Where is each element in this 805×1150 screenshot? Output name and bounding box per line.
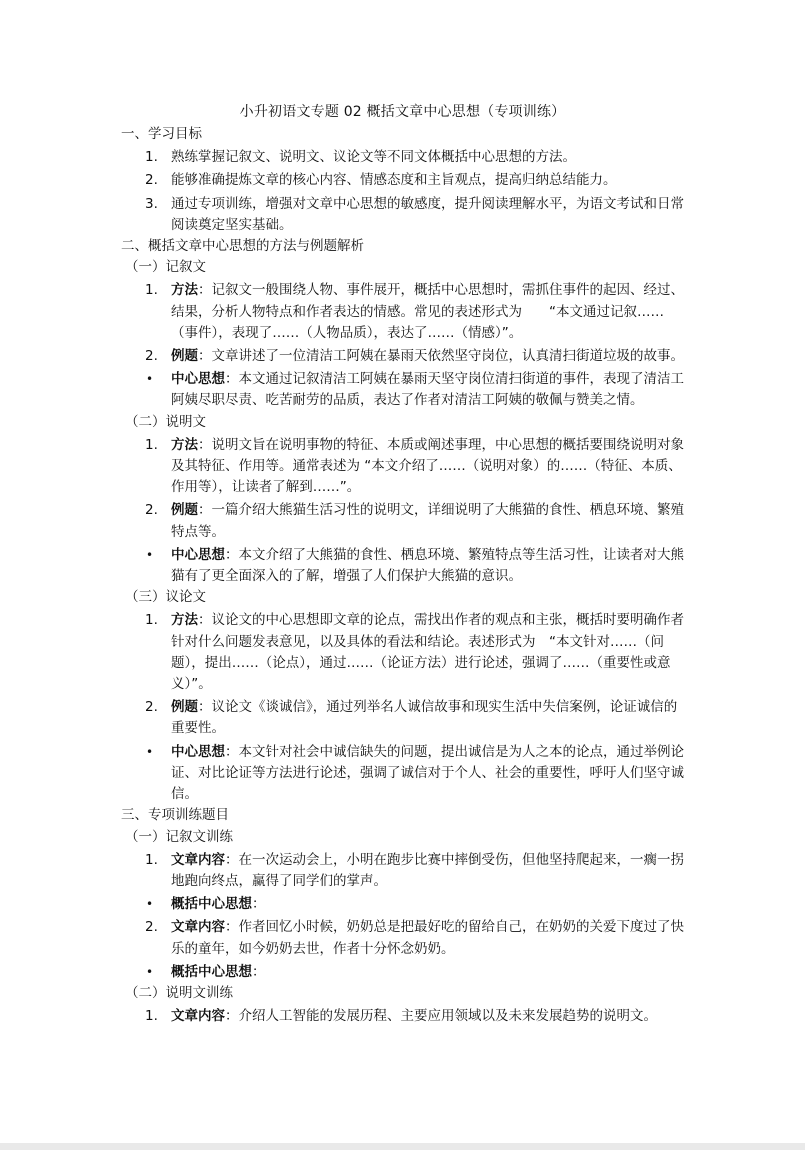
list-item: [0, 147, 805, 168]
list-item-text: ：作者回忆小时候，奶奶总是把最好吃的留给自己，在奶奶的关爱下度过了快乐的童年，如今奶奶去世，作者十分怀念奶奶。: [171, 919, 684, 957]
list-item-text: 能够准确提炼文章的核心内容、情感态度和主旨观点，提高归纳总结能力。: [171, 172, 617, 189]
bullet-marker: •: [146, 964, 154, 979]
list-item: [0, 850, 805, 892]
list-item-text: ：文章讲述了一位清洁工阿姨在暴雨天依然坚守岗位，认真清扫街道垃圾的故事。: [198, 348, 684, 365]
list-marker: 1.: [145, 851, 158, 868]
subsection-heading-argumentative: （三）议论文: [125, 589, 206, 606]
list-item-text: ：本文针对社会中诚信缺失的问题，提出诚信是为人之本的论点，通过举例论证、对比论证等方法进行论述，强调了诚信对于个人、社会的重要性，呼吁人们坚守诚信。: [171, 743, 684, 803]
item-label: 方法: [171, 282, 198, 299]
list-item-text: ：: [252, 896, 266, 913]
list-item-text: 熟练掌握记叙文、说明文、议论文等不同文体概括中心思想的方法。: [171, 149, 576, 166]
list-item: [0, 697, 805, 739]
list-item-text: ：本文通过记叙清洁工阿姨在暴雨天坚守岗位清扫街道的事件，表现了清洁工阿姨尽职尽责、吃苦耐劳的品质，表达了作者对清洁工阿姨的敬佩与赞美之情。: [171, 371, 684, 409]
item-label: 文章内容: [171, 919, 225, 936]
item-label: 概括中心思想: [171, 896, 252, 913]
list-marker: 1.: [145, 282, 158, 299]
list-marker: 2.: [145, 172, 158, 189]
list-item-text: ：在一次运动会上，小明在跑步比赛中摔倒受伤，但他坚持爬起来，一瘸一拐地跑向终点，赢得了同学们的掌声。: [171, 851, 684, 889]
list-item-text: ：记叙文一般围绕人物、事件展开，概括中心思想时，需抓住事件的起因、经过、结果，分析人物特点和作者表达的情感。常见的表述形式为 “本文通过记叙……（事件），表现了……（人物品质），表达了……（情感）”。: [171, 282, 684, 341]
list-item: [0, 194, 805, 236]
item-label: 例题: [171, 348, 198, 365]
list-item: [0, 170, 805, 191]
list-marker: 2.: [145, 502, 158, 519]
item-label: 中心思想: [171, 371, 225, 388]
item-label: 方法: [171, 612, 198, 629]
list-item: [0, 610, 805, 695]
section-heading-goals: 一、学习目标: [121, 126, 202, 142]
list-marker: 2.: [145, 919, 158, 936]
list-marker: 1.: [145, 1008, 158, 1025]
subsection-heading-expository-practice: （二）说明文训练: [125, 984, 233, 1001]
item-label: 中心思想: [171, 546, 225, 563]
goals-list: [0, 147, 805, 236]
list-marker: 2.: [145, 348, 158, 365]
list-item: [0, 894, 805, 915]
list-item: [0, 742, 805, 806]
item-label: 中心思想: [171, 743, 225, 760]
list-marker: 3.: [145, 195, 158, 212]
list-item: [0, 917, 805, 959]
list-item: [0, 435, 805, 499]
subsection-heading-expository: （二）说明文: [125, 413, 206, 430]
item-label: 文章内容: [171, 1008, 225, 1025]
list-item-text: ：一篇介绍大熊猫生活习性的说明文，详细说明了大熊猫的食性、栖息环境、繁殖特点等。: [171, 502, 684, 540]
document-body: [0, 124, 805, 1027]
subsection-heading-narrative: （一）记叙文: [125, 259, 206, 276]
bullet-marker: •: [146, 897, 154, 912]
list-item-text: ：议论文的中心思想即文章的论点，需找出作者的观点和主张，概括时要明确作者针对什么问题发表意见，以及具体的看法和结论。表述形式为 “本文针对……（问题），提出……（论点），通过……（论证方法）进行论述，强调了……（重要性或意义）”。: [171, 612, 684, 693]
subsection-heading-narrative-practice: （一）记叙文训练: [125, 828, 233, 845]
item-label: 例题: [171, 699, 198, 716]
bullet-marker: •: [146, 372, 154, 387]
list-item: [0, 280, 805, 344]
document-title: 小升初语文专题 02 概括文章中心思想（专项训练）: [239, 104, 566, 120]
list-marker: 1.: [145, 149, 158, 166]
item-label: 方法: [171, 436, 198, 453]
list-item-text: ：本文介绍了大熊猫的食性、栖息环境、繁殖特点等生活习性，让读者对大熊猫有了更全面深入的了解，增强了人们保护大熊猫的意识。: [171, 546, 684, 585]
list-marker: 1.: [145, 612, 158, 629]
bullet-marker: •: [146, 744, 154, 759]
list-marker: 1.: [145, 436, 158, 453]
list-item: [0, 545, 805, 587]
list-item: [0, 1006, 805, 1027]
list-item-text: ：议论文《谈诚信》，通过列举名人诚信故事和现实生活中失信案例，论证诚信的重要性。: [171, 699, 678, 737]
item-label: 例题: [171, 502, 198, 519]
list-item: [0, 962, 805, 983]
list-item: [0, 346, 805, 367]
list-item: [0, 369, 805, 411]
list-item-text: ：说明文旨在说明事物的特征、本质或阐述事理，中心思想的概括要围绕说明对象及其特征、作用等。通常表述为 “本文介绍了……（说明对象）的……（特征、本质、作用等），让读者了解到……”。: [171, 436, 684, 496]
list-item-text: ：介绍人工智能的发展历程、主要应用领域以及未来发展趋势的说明文。: [225, 1008, 657, 1025]
item-label: 文章内容: [171, 851, 225, 868]
list-item: [0, 500, 805, 542]
list-item-text: ：: [252, 963, 266, 980]
bullet-marker: •: [146, 547, 154, 562]
list-item-text: 通过专项训练，增强对文章中心思想的敏感度，提升阅读理解水平，为语文考试和日常阅读奠定坚实基础。: [171, 195, 684, 233]
list-marker: 2.: [145, 699, 158, 716]
item-label: 概括中心思想: [171, 963, 252, 980]
section-heading-exercises: 三、专项训练题目: [121, 807, 229, 824]
section-heading-methods: 二、概括文章中心思想的方法与例题解析: [121, 238, 364, 255]
